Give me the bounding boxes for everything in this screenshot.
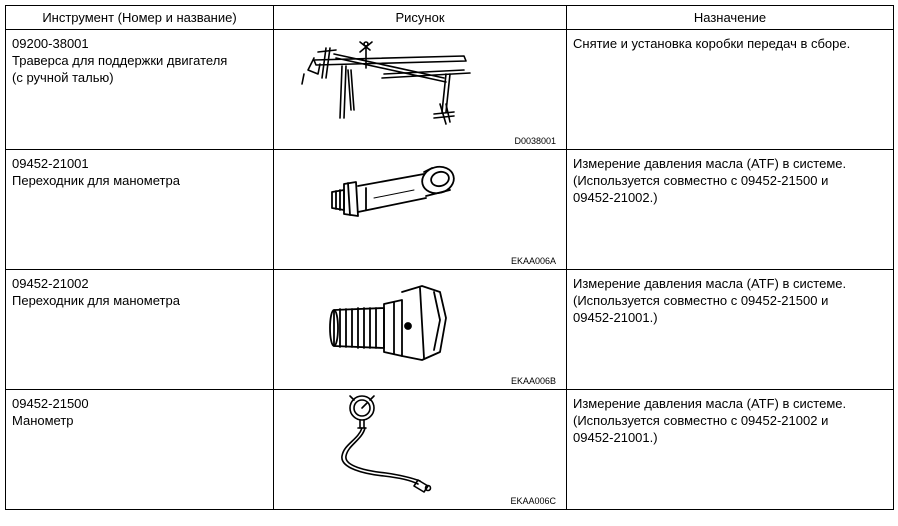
tool-cell [6,270,274,390]
header-figure: Рисунок [274,6,567,30]
purpose-cell [567,390,894,510]
tool-cell [6,150,274,270]
table-row [6,390,894,510]
tool-name: Траверса для поддержки двигателя (с ручной талью) [12,53,228,85]
table-row [6,30,894,150]
tool-cell [6,30,274,150]
figure-cell [274,270,567,390]
table-row [6,270,894,390]
tool-name: Манометр [12,413,74,428]
table-header-row [6,6,894,30]
purpose-text: Снятие и установка коробки передач в сборе. [573,36,851,51]
tool-number: 09452-21500 [12,396,89,411]
purpose-cell [567,30,894,150]
purpose-cell [567,150,894,270]
figure-cell [274,150,567,270]
header-purpose: Назначение [567,6,894,30]
purpose-text: Измерение давления масла (ATF) в системе. (Используется совместно с 09452-21500 и 09452-21001.) [573,276,847,325]
header-tool: Инструмент (Номер и название) [6,6,274,30]
figure-code: EKAA006A [510,256,556,266]
tool-number: 09452-21001 [12,156,89,171]
table-row [6,150,894,270]
purpose-text: Измерение давления масла (ATF) в системе. (Используется совместно с 09452-21002 и 09452-21001.) [573,396,847,445]
figure-code: EKAA006B [510,376,556,386]
banjo-adapter-icon [274,150,567,269]
figure-code: D0038001 [514,136,556,146]
purpose-text: Измерение давления масла (ATF) в системе. (Используется совместно с 09452-21500 и 09452-21002.) [573,156,847,205]
special-tools-table [5,5,894,510]
figure-cell [274,30,567,150]
figure-cell [274,390,567,510]
engine-support-fixture-icon [274,30,567,149]
tool-name: Переходник для манометра [12,173,180,188]
tool-name: Переходник для манометра [12,293,180,308]
threaded-adapter-icon [274,270,567,389]
pressure-gauge-icon [274,390,567,509]
tool-cell [6,390,274,510]
tool-number: 09200-38001 [12,36,89,51]
purpose-cell [567,270,894,390]
tool-number: 09452-21002 [12,276,89,291]
figure-code: EKAA006C [510,496,556,506]
